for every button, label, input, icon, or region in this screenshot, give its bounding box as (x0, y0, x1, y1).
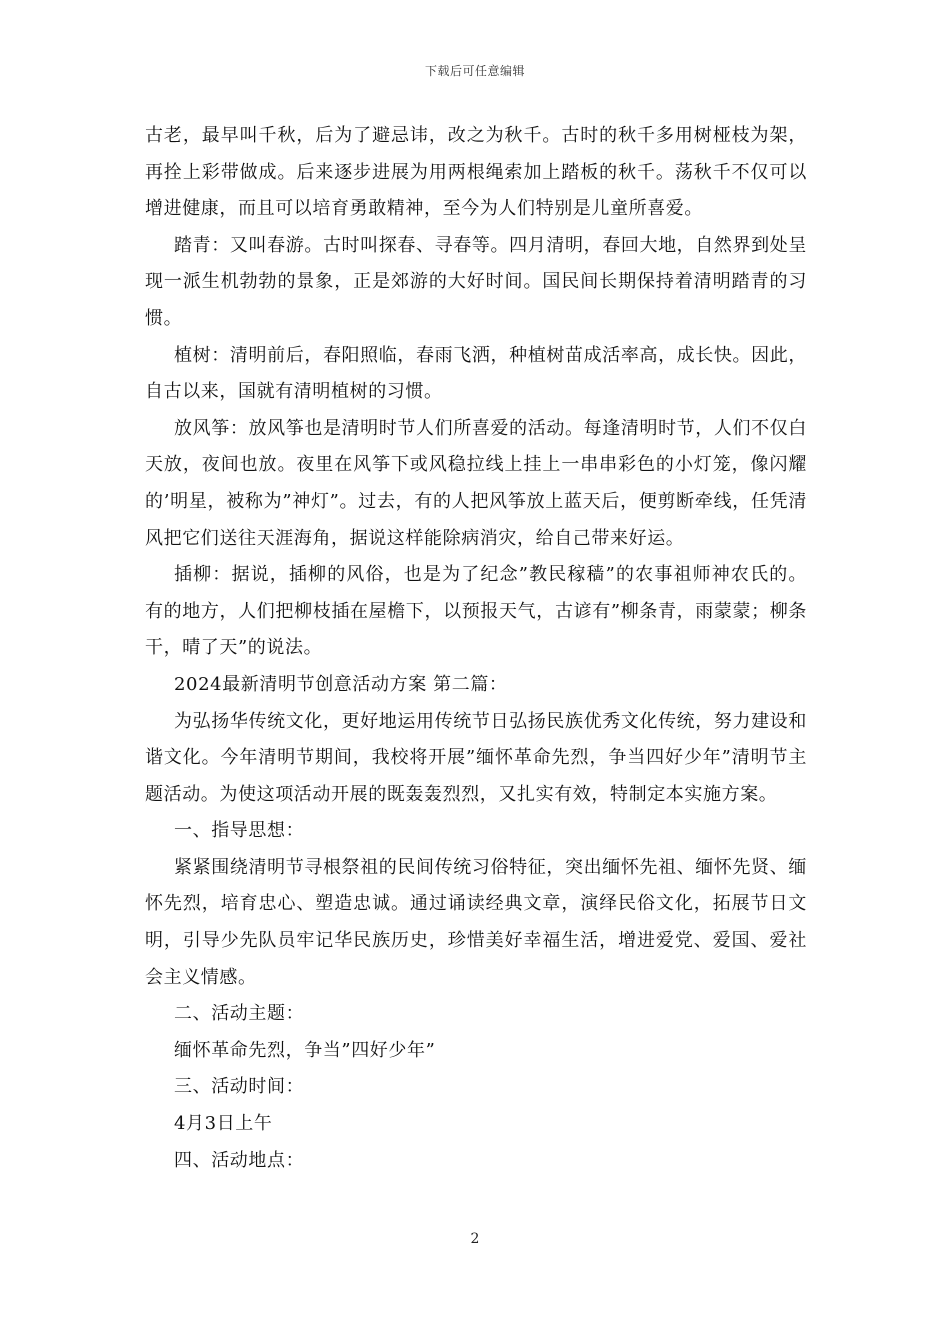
paragraph-swing-continued: 古老，最早叫千秋，后为了避忌讳，改之为秋千。古时的秋千多用树桠枝为架，再拴上彩带做成。后来逐步进展为用两根绳索加上踏板的秋千。荡秋千不仅可以增进健康，而且可以培育勇敢精神，至今为人们特别是儿童所喜爱。 (145, 125, 807, 220)
heading-activity-time: 三、活动时间： (174, 1076, 305, 1098)
text-activity-time: 4月3日上午 (174, 1113, 273, 1135)
section-title-second-plan: 2024最新清明节创意活动方案 第二篇： (174, 673, 508, 695)
heading-guiding-ideology: 一、指导思想： (174, 820, 305, 842)
paragraph-guiding-ideology: 紧紧围绕清明节寻根祭祖的民间传统习俗特征，突出缅怀先祖、缅怀先贤、缅怀先烈，培育忠心、塑造忠诚。通过诵读经典文章，演绎民俗文化，拓展节日文明，引导少先队员牢记华民族历史，珍惜美好幸福生活，增进爱党、爱国、爱社会主义情感。 (145, 856, 807, 988)
heading-activity-theme: 二、活动主题： (174, 1003, 305, 1025)
paragraph-taqing: 踏青：又叫春游。古时叫探春、寻春等。四月清明，春回大地，自然界到处呈现一派生机勃勃的景象，正是郊游的大好时间。国民间长期保持着清明踏青的习惯。 (145, 234, 807, 329)
paragraph-willow: 插柳：据说，插柳的风俗，也是为了纪念”教民稼穑”的农事祖师神农氏的。有的地方，人们把柳枝插在屋檐下，以预报天气，古谚有”柳条青，雨蒙蒙；柳条干，晴了天”的说法。 (145, 564, 807, 659)
document-body (145, 118, 807, 1179)
paragraph-tree-planting: 植树：清明前后，春阳照临，春雨飞洒，种植树苗成活率高，成长快。因此，自古以来，国就有清明植树的习惯。 (145, 344, 807, 403)
paragraph-plan-intro: 为弘扬华传统文化，更好地运用传统节日弘扬民族优秀文化传统，努力建设和谐文化。今年清明节期间，我校将开展”缅怀革命先烈，争当四好少年”清明节主题活动。为使这项活动开展的既轰轰烈烈，又扎实有效，特制定本实施方案。 (145, 710, 807, 805)
page-number: 2 (470, 1231, 480, 1247)
text-activity-theme: 缅怀革命先烈，争当”四好少年” (174, 1039, 436, 1061)
page-header: 下载后可任意编辑 (424, 64, 525, 78)
paragraph-kite-flying: 放风筝：放风筝也是清明时节人们所喜爱的活动。每逢清明时节，人们不仅白天放，夜间也放。夜里在风筝下或风稳拉线上挂上一串串彩色的小灯笼，像闪耀的’明星，被称为”神灯”。过去，有的人把风筝放上蓝天后，便剪断牵线，任凭清风把它们送往天涯海角，据说这样能除病消灾，给自己带来好运。 (145, 417, 807, 549)
heading-activity-location: 四、活动地点： (174, 1149, 305, 1171)
